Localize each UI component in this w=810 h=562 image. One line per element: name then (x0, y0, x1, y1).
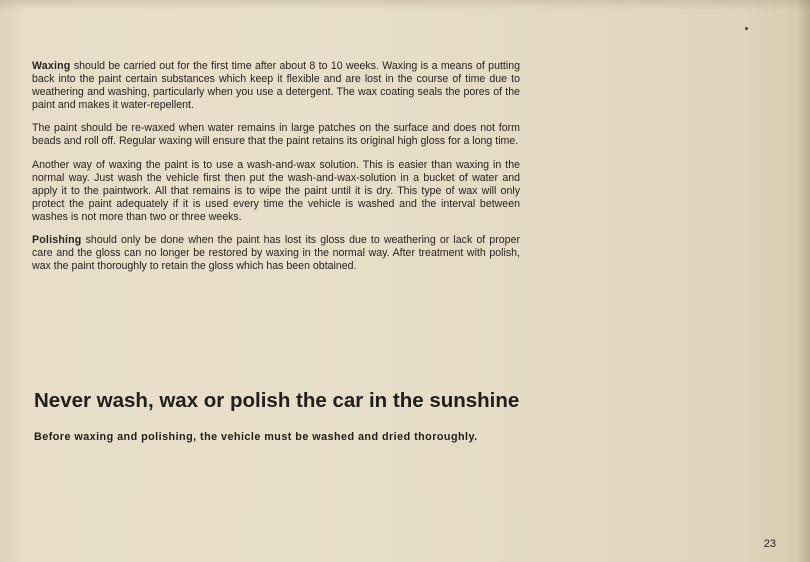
paragraph-wash-and-wax (32, 159, 520, 224)
paragraph-waxing (32, 60, 520, 112)
warning-headline: Never wash, wax or polish the car in the sunshine (34, 389, 520, 412)
page-number: 23 (763, 538, 776, 550)
paragraph-lead: Polishing (32, 234, 82, 247)
paragraph-text: Another way of waxing the paint is to use a wash-and-wax solution. This is easier than waxing in the normal way. Just wash the vehicle first then put the wash-and-wax-solution in a bucket of water and apply it to the paintwork. All that remains is to wipe the paint until it is dry. This type of wax will only protect the paint adequately if it is used every time the vehicle is washed and the interval between washes is not more than two or three weeks. (32, 158, 520, 223)
paragraph-text: The paint should be re-waxed when water remains in large patches on the surface and does not form beads and roll off. Regular waxing will ensure that the paint retains its original high gloss for a long time. (32, 122, 520, 148)
paragraph-polishing (32, 234, 520, 273)
paragraph-lead: Waxing (32, 60, 71, 72)
warning-subline: Before waxing and polishing, the vehicle must be washed and dried thoroughly. (34, 431, 478, 443)
body-text (32, 60, 520, 283)
paragraph-text: should only be done when the paint has lost its gloss due to weathering or lack of proper care and the gloss can no longer be restored by waxing in the normal way. After treatment with polish, wax the paint thoroughly to retain the gloss which has been obtained. (32, 234, 520, 273)
paragraph-text: should be carried out for the first time after about 8 to 10 weeks. Waxing is a means of putting back into the paint certain substances which keep it flexible and are lost in the course of time due to weathering and washing, particularly when you use a detergent. The wax coating seals the pores of the paint and makes it water-repellent. (32, 60, 520, 112)
paragraph-rewaxing (32, 122, 520, 148)
paper-speck (745, 27, 748, 30)
